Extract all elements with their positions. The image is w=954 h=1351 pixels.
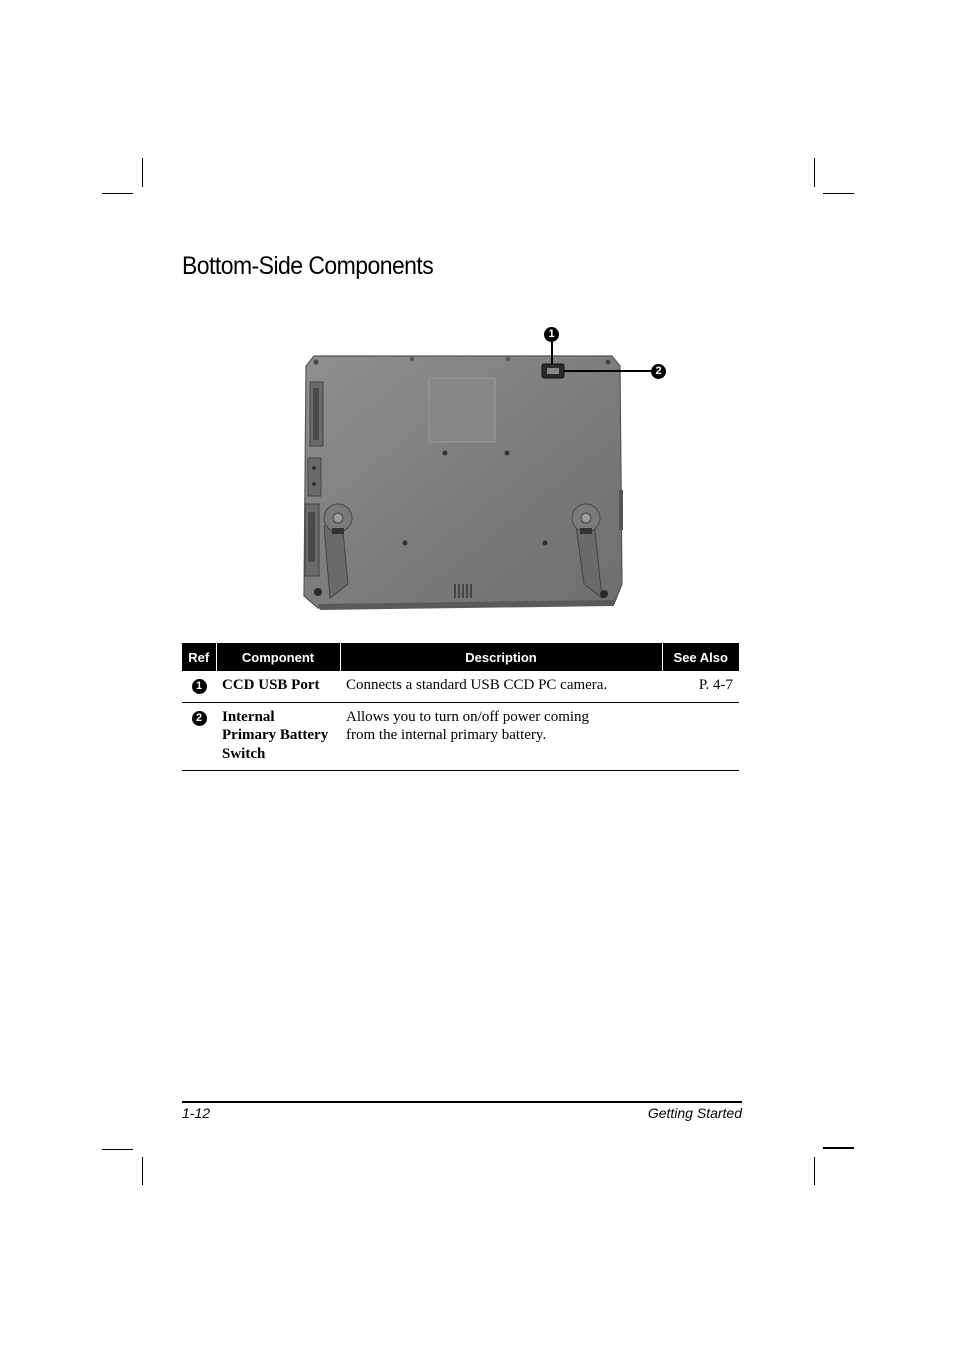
- row-ref-cell: [182, 671, 216, 702]
- ref-2-icon: 2: [192, 711, 207, 726]
- components-table: [182, 643, 739, 771]
- row-component: Internal Primary Battery Switch: [216, 702, 340, 771]
- header-see-also: See Also: [662, 643, 739, 671]
- crop-mark: [823, 1147, 854, 1149]
- crop-mark: [102, 193, 133, 194]
- row-description: Connects a standard USB CCD PC camera.: [340, 671, 662, 702]
- crop-mark: [814, 1157, 815, 1185]
- page-title: Bottom-Side Components: [182, 252, 434, 280]
- row-description: Allows you to turn on/off power coming from the internal primary battery.: [340, 702, 662, 771]
- table-row: [182, 671, 739, 702]
- crop-mark: [102, 1149, 133, 1150]
- callout-1-icon: 1: [544, 327, 559, 342]
- header-description: Description: [340, 643, 662, 671]
- laptop-bottom-figure: [296, 322, 676, 618]
- table-header-row: [182, 643, 739, 671]
- row-component: CCD USB Port: [216, 671, 340, 702]
- crop-mark: [142, 1157, 143, 1185]
- header-ref: Ref: [182, 643, 216, 671]
- row-see-also: P. 4-7: [662, 671, 739, 702]
- footer-page-number: 1-12: [182, 1105, 211, 1121]
- row-see-also: [662, 702, 739, 771]
- footer-rule: [182, 1101, 742, 1103]
- crop-mark: [142, 158, 143, 187]
- callout-2-icon: 2: [651, 364, 666, 379]
- laptop-bottom-illustration: [296, 322, 676, 618]
- table-row: [182, 702, 739, 771]
- row-ref-cell: [182, 702, 216, 771]
- crop-mark: [814, 158, 815, 187]
- crop-mark: [823, 193, 854, 194]
- footer-section-title: Getting Started: [647, 1105, 742, 1121]
- header-component: Component: [216, 643, 340, 671]
- ref-1-icon: 1: [192, 679, 207, 694]
